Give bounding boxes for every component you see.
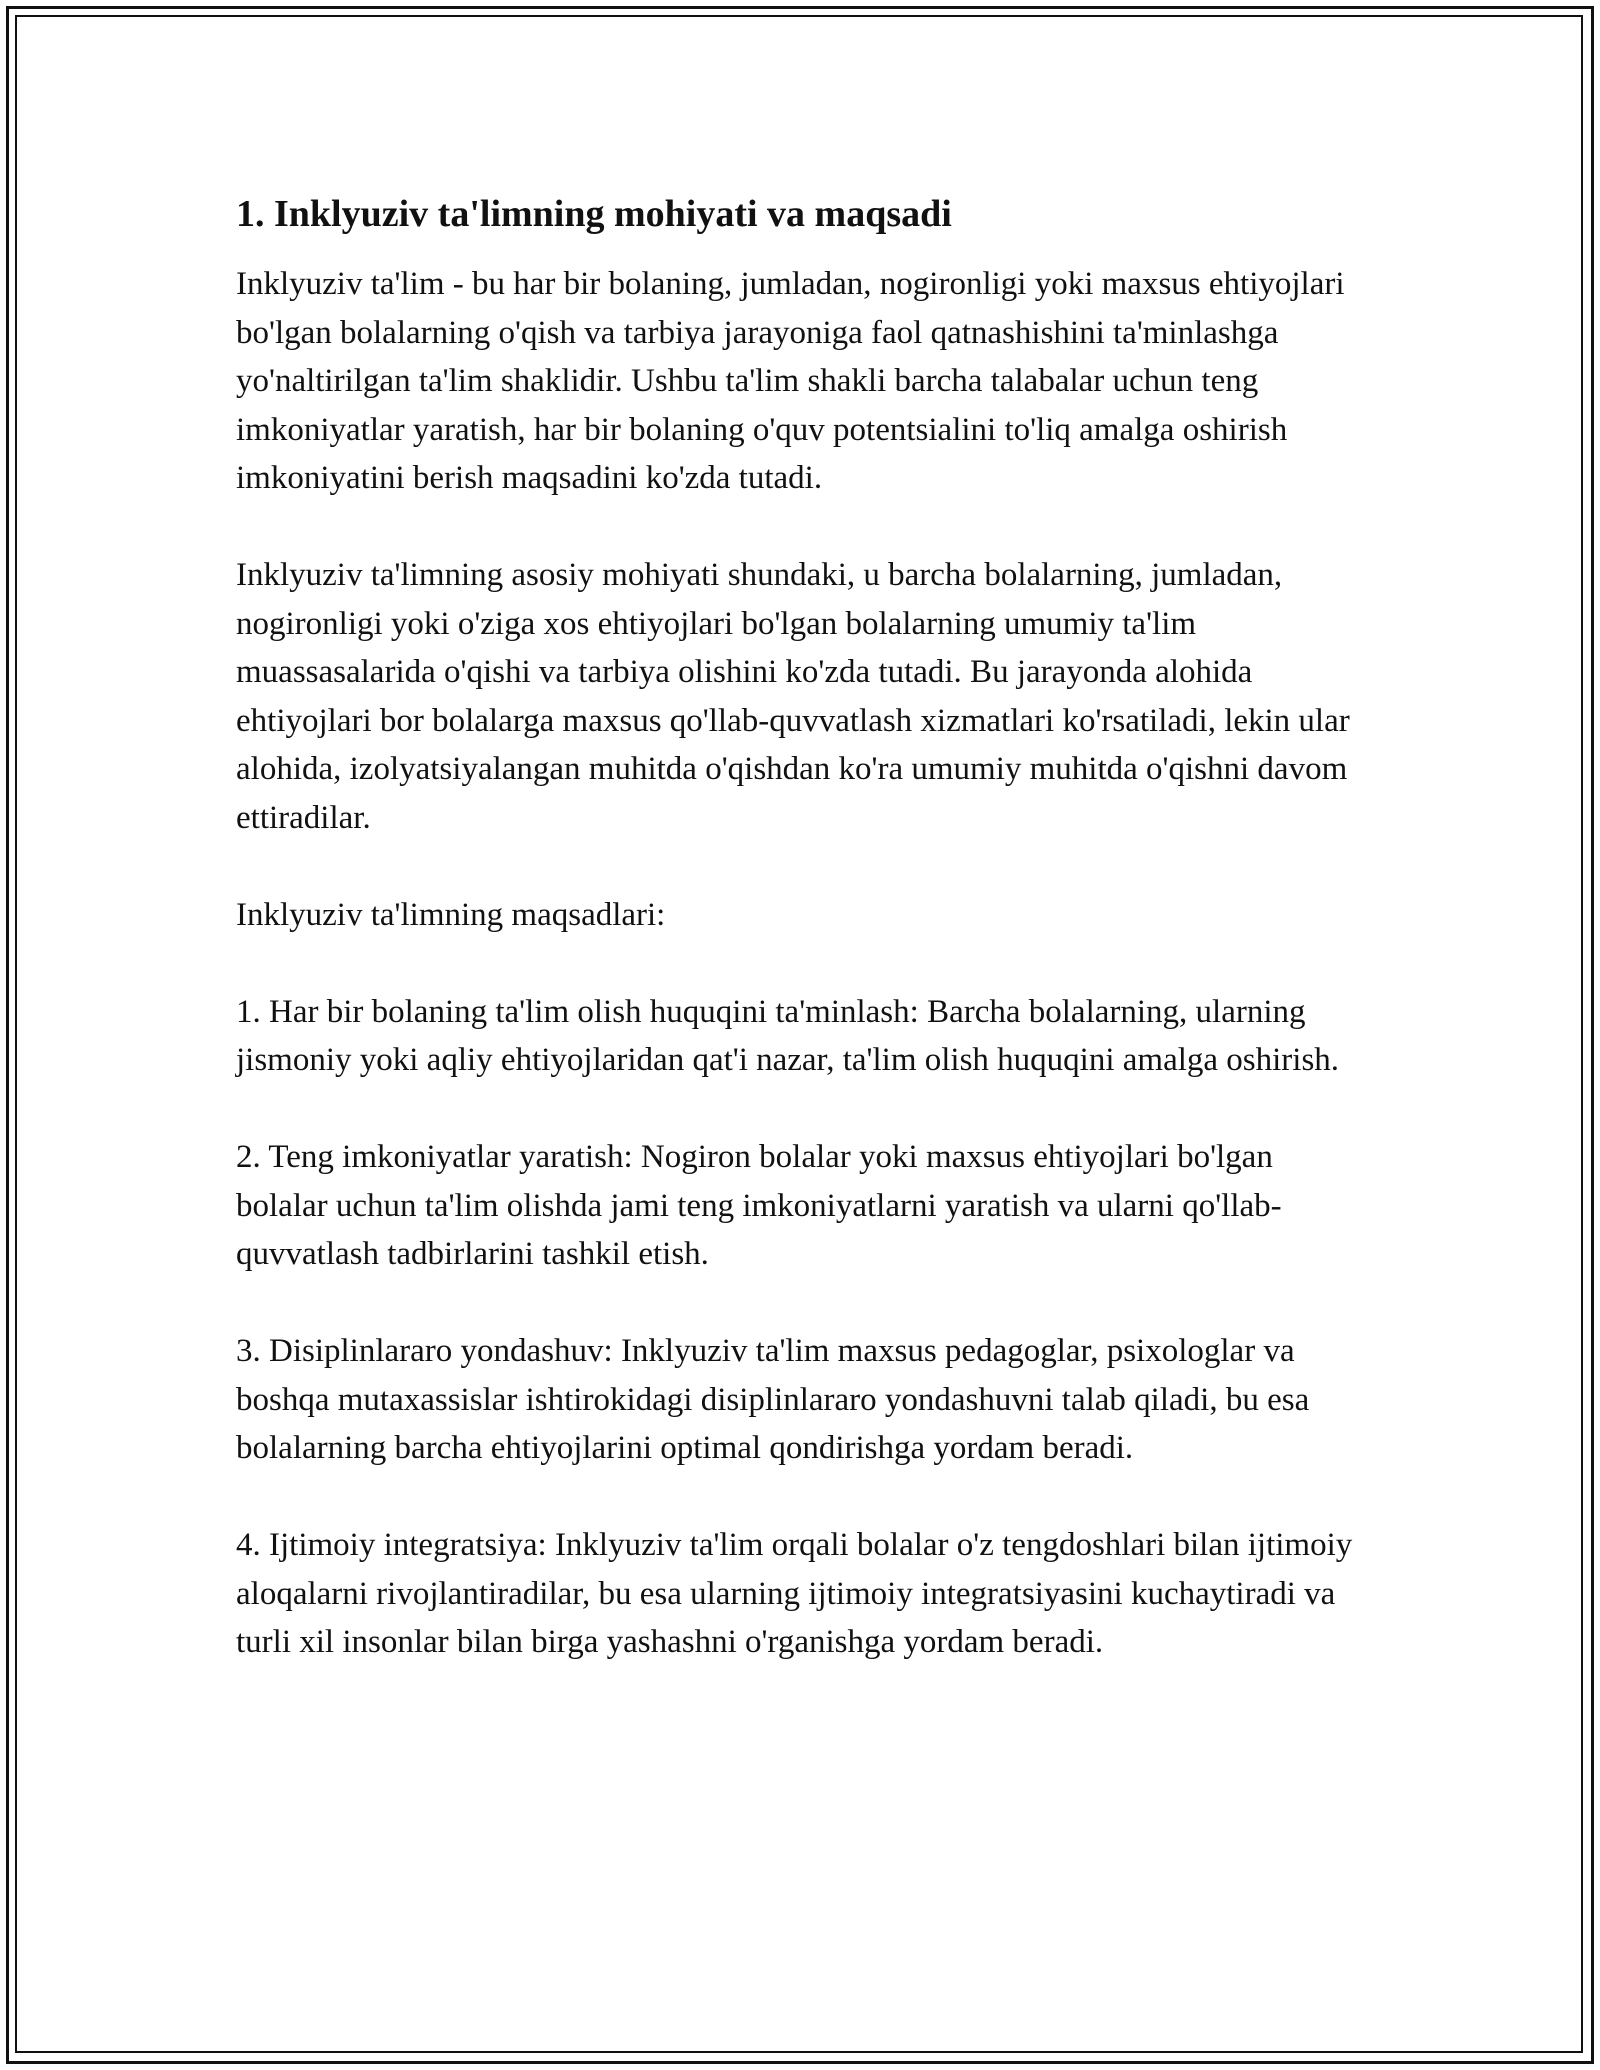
section-heading: 1. Inklyuziv ta'limning mohiyati va maqsadi — [236, 193, 952, 235]
paragraph-definition: Inklyuziv ta'lim - bu har bir bolaning, jumladan, nogironligi yoki maxsus ehtiyojlari bo'lgan bolalarning o'qish va tarbiya jarayoniga faol qatnashishini ta'minlashga yo'naltirilgan ta'lim shaklidir. Ushbu ta'lim shakli barcha talabalar uchun teng imkoniyatlar yaratish, har bir bolaning o'quv potentsialini to'liq amalga oshirish imkoniyatini berish maqsadini ko'zda tutadi. — [236, 266, 1345, 496]
document-body — [236, 190, 1370, 1667]
goals-intro: Inklyuziv ta'limning maqsadlari: — [236, 896, 666, 933]
goal-item-4: 4. Ijtimoiy integratsiya: Inklyuziv ta'lim orqali bolalar o'z tengdoshlari bilan ijtimoiy aloqalarni rivojlantiradilar, bu esa ularning ijtimoiy integratsiyasini kuchaytiradi va turli xil insonlar bilan birga yashashni o'rganishga yordam beradi. — [236, 1527, 1353, 1660]
goal-item-1: 1. Har bir bolaning ta'lim olish huquqini ta'minlash: Barcha bolalarning, ularning jismoniy yoki aqliy ehtiyojlaridan qat'i nazar, ta'lim olish huquqini amalga oshirish. — [236, 993, 1340, 1078]
goal-item-2: 2. Teng imkoniyatlar yaratish: Nogiron bolalar yoki maxsus ehtiyojlari bo'lgan bolalar uchun ta'lim olishda jami teng imkoniyatlarni yaratish va ularni qo'llab-quvvatlash tadbirlarini tashkil etish. — [236, 1139, 1282, 1272]
goal-item-3: 3. Disiplinlararo yondashuv: Inklyuziv ta'lim maxsus pedagoglar, psixologlar va boshqa mutaxassislar ishtirokidagi disiplinlararo yondashuvni talab qiladi, bu esa bolalarning barcha ehtiyojlarini optimal qondirishga yordam beradi. — [236, 1333, 1310, 1466]
paragraph-essence: Inklyuziv ta'limning asosiy mohiyati shundaki, u barcha bolalarning, jumladan, nogironligi yoki o'ziga xos ehtiyojlari bo'lgan bolalarning umumiy ta'lim muassasalarida o'qishi va tarbiya olishini ko'zda tutadi. Bu jarayonda alohida ehtiyojlari bor bolalarga maxsus qo'llab-quvvatlash xizmatlari ko'rsatiladi, lekin ular alohida, izolyatsiyalangan muhitda o'qishdan ko'ra umumiy muhitda o'qishni davom ettiradilar. — [236, 557, 1350, 836]
